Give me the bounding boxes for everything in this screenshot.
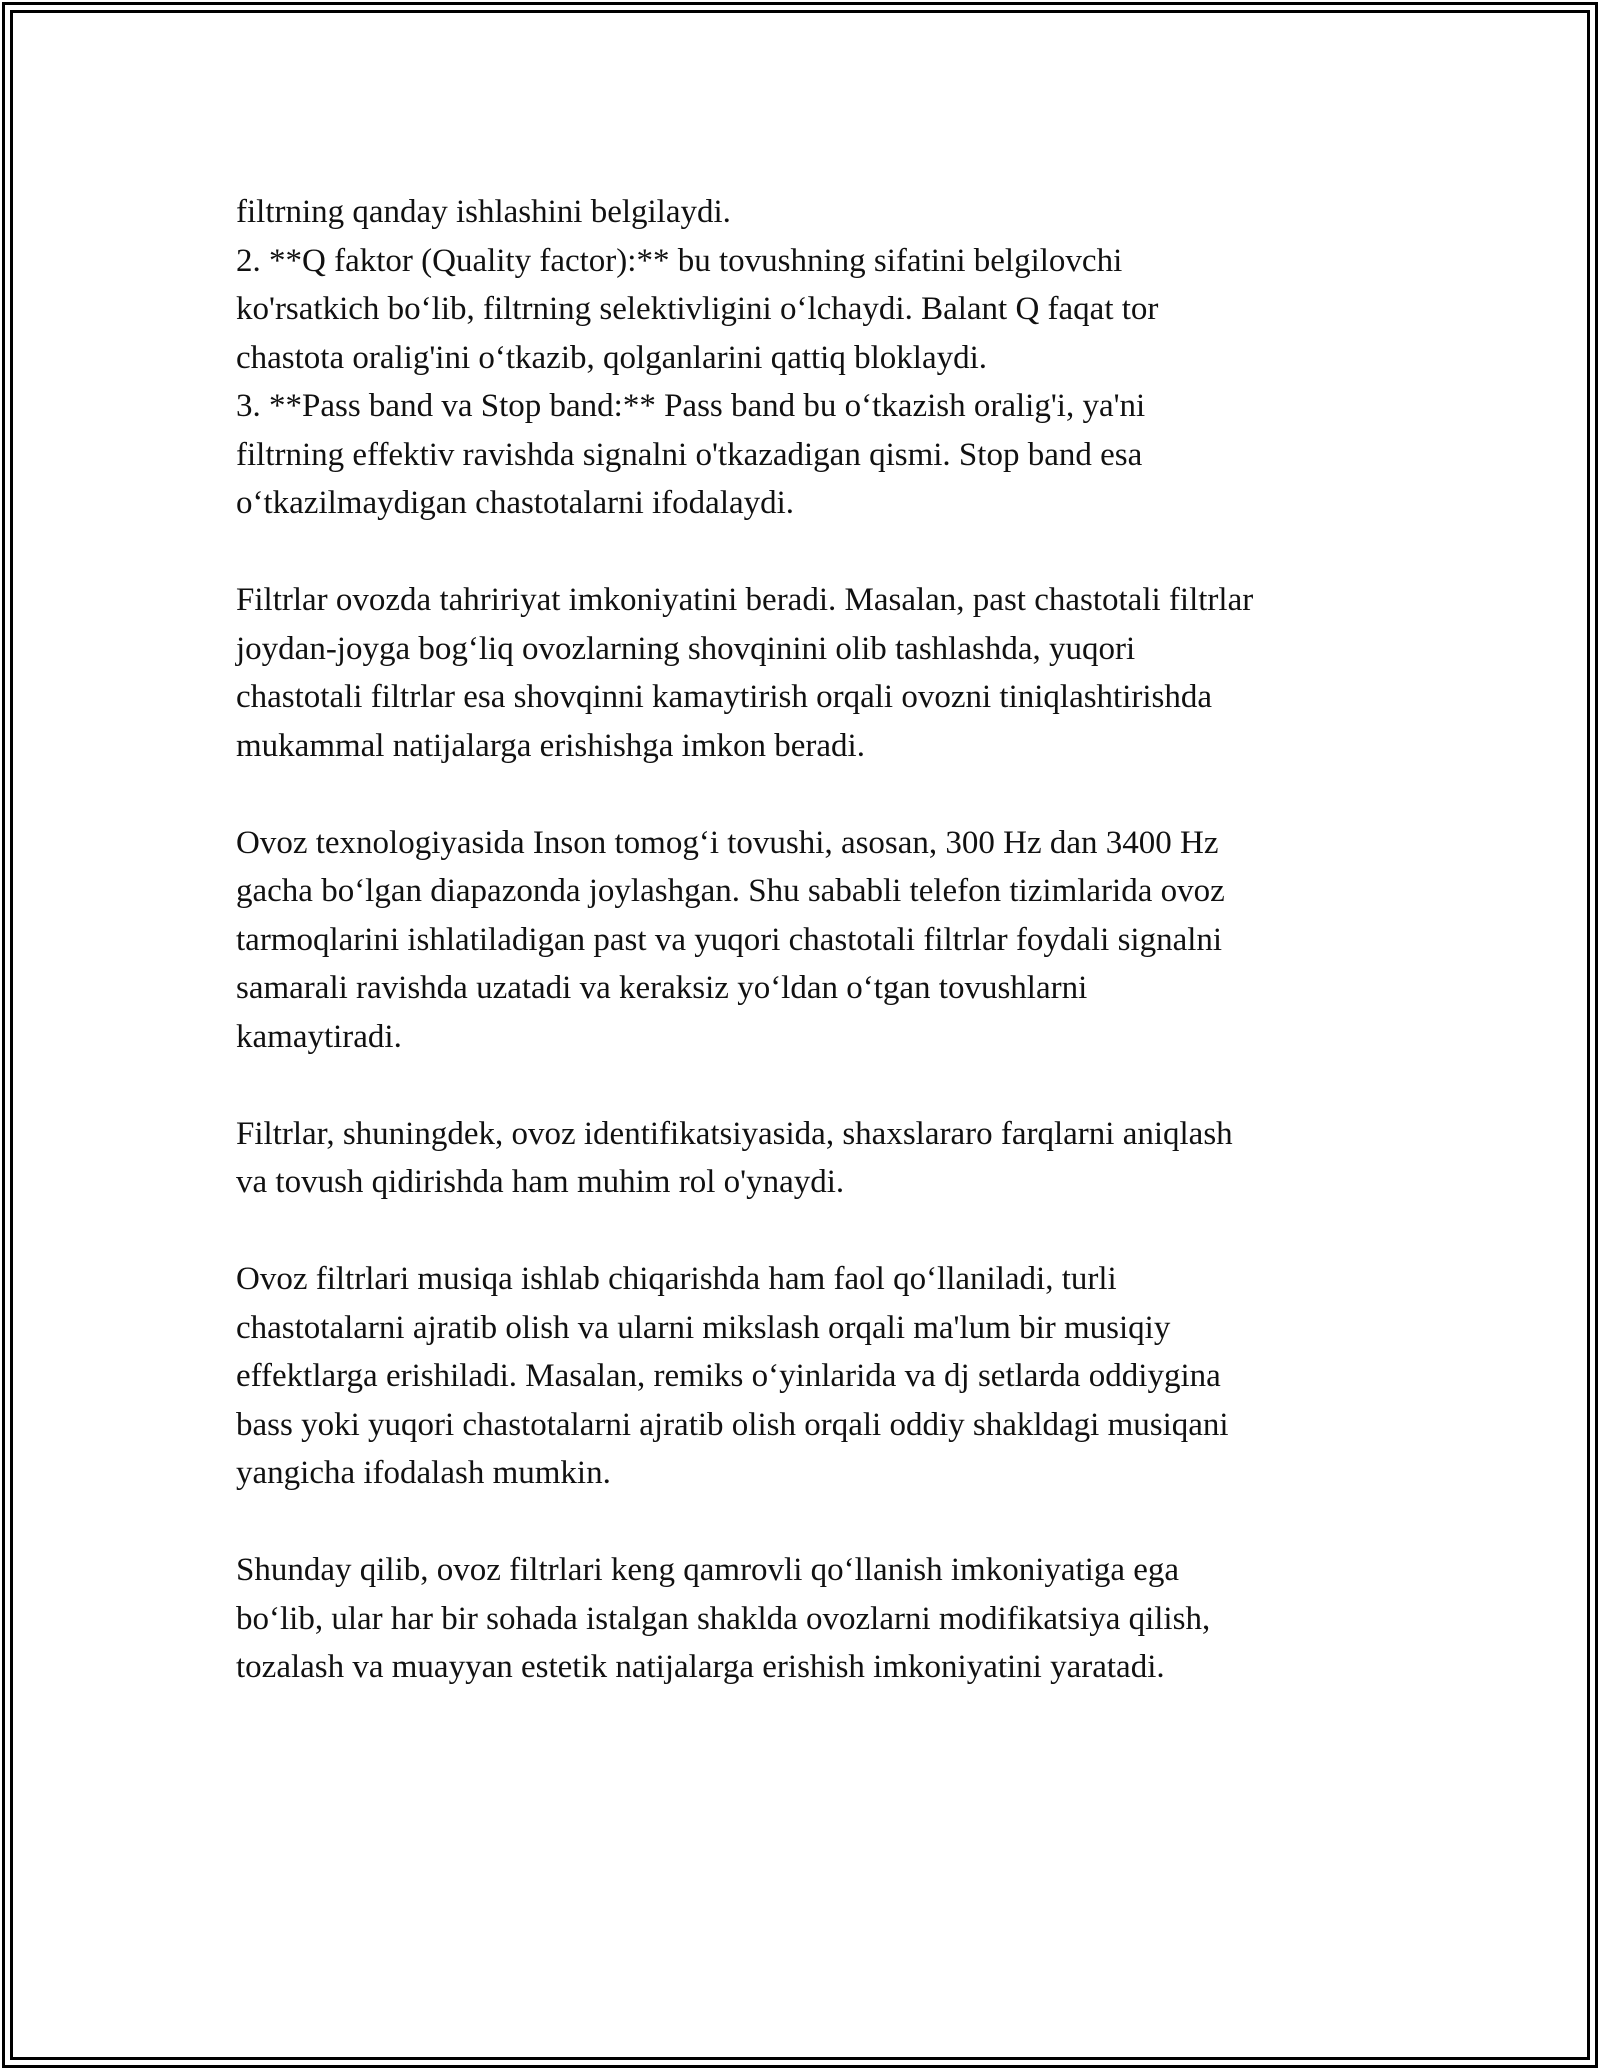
text-line: filtrning qanday ishlashini belgilaydi. (236, 194, 731, 230)
text-line: Ovoz texnologiyasida Inson tomog‘i tovushi, asosan, 300 Hz dan 3400 Hz (236, 824, 1219, 861)
paragraph-editing (236, 576, 1416, 770)
text-line: 2. **Q faktor (Quality factor):** bu tovushning sifatini belgilovchi (236, 242, 1123, 279)
text-line: kamaytiradi. (236, 1018, 402, 1055)
text-line: samarali ravishda uzatadi va keraksiz yo‘ldan o‘tgan tovushlarni (236, 970, 1088, 1006)
document-body (236, 188, 1416, 1692)
text-line: filtrning effektiv ravishda signalni o'tkazadigan qismi. Stop band esa (236, 436, 1143, 473)
text-line: yangicha ifodalash mumkin. (236, 1455, 611, 1491)
text-line: 3. **Pass band va Stop band:** Pass band bu o‘tkazish oralig'i, ya'ni (236, 388, 1146, 424)
text-line: chastota oralig'ini o‘tkazib, qolganlarini qattiq bloklaydi. (236, 339, 988, 376)
paragraph-music-production (236, 1255, 1416, 1498)
text-line: va tovush qidirishda ham muhim rol o'ynaydi. (236, 1164, 845, 1200)
paragraph-filter-parameters (236, 188, 1416, 528)
paragraph-voice-technology (236, 819, 1416, 1062)
text-line: bass yoki yuqori chastotalarni ajratib olish orqali oddiy shakldagi musiqani (236, 1406, 1229, 1443)
text-line: Filtrlar ovozda tahririyat imkoniyatini beradi. Masalan, past chastotali filtrlar (236, 582, 1254, 618)
text-line: Ovoz filtrlari musiqa ishlab chiqarishda ham faol qo‘llaniladi, turli (236, 1261, 1117, 1297)
paragraph-identification (236, 1110, 1416, 1207)
text-line: chastotali filtrlar esa shovqinni kamaytirish orqali ovozni tiniqlashtirishda (236, 679, 1213, 715)
text-line: tozalash va muayyan estetik natijalarga erishish imkoniyatini yaratadi. (236, 1649, 1165, 1685)
text-line: effektlarga erishiladi. Masalan, remiks o‘yinlarida va dj setlarda oddiygina (236, 1358, 1221, 1394)
text-line: bo‘lib, ular har bir sohada istalgan shaklda ovozlarni modifikatsiya qilish, (236, 1600, 1211, 1637)
text-line: Filtrlar, shuningdek, ovoz identifikatsiyasida, shaxslararo farqlarni aniqlash (236, 1115, 1233, 1152)
text-line: ko'rsatkich bo‘lib, filtrning selektivligini o‘lchaydi. Balant Q faqat tor (236, 291, 1159, 327)
text-line: tarmoqlarini ishlatiladigan past va yuqori chastotali filtrlar foydali signalni (236, 921, 1223, 958)
text-line: joydan-joyga bog‘liq ovozlarning shovqinini olib tashlashda, yuqori (236, 630, 1136, 667)
text-line: gacha bo‘lgan diapazonda joylashgan. Shu sababli telefon tizimlarida ovoz (236, 873, 1225, 909)
text-line: mukammal natijalarga erishishga imkon beradi. (236, 727, 865, 764)
text-line: o‘tkazilmaydigan chastotalarni ifodalaydi. (236, 485, 795, 521)
paragraph-conclusion (236, 1546, 1416, 1692)
text-line: Shunday qilib, ovoz filtrlari keng qamrovli qo‘llanish imkoniyatiga ega (236, 1552, 1180, 1588)
text-line: chastotalarni ajratib olish va ularni mikslash orqali ma'lum bir musiqiy (236, 1309, 1171, 1346)
